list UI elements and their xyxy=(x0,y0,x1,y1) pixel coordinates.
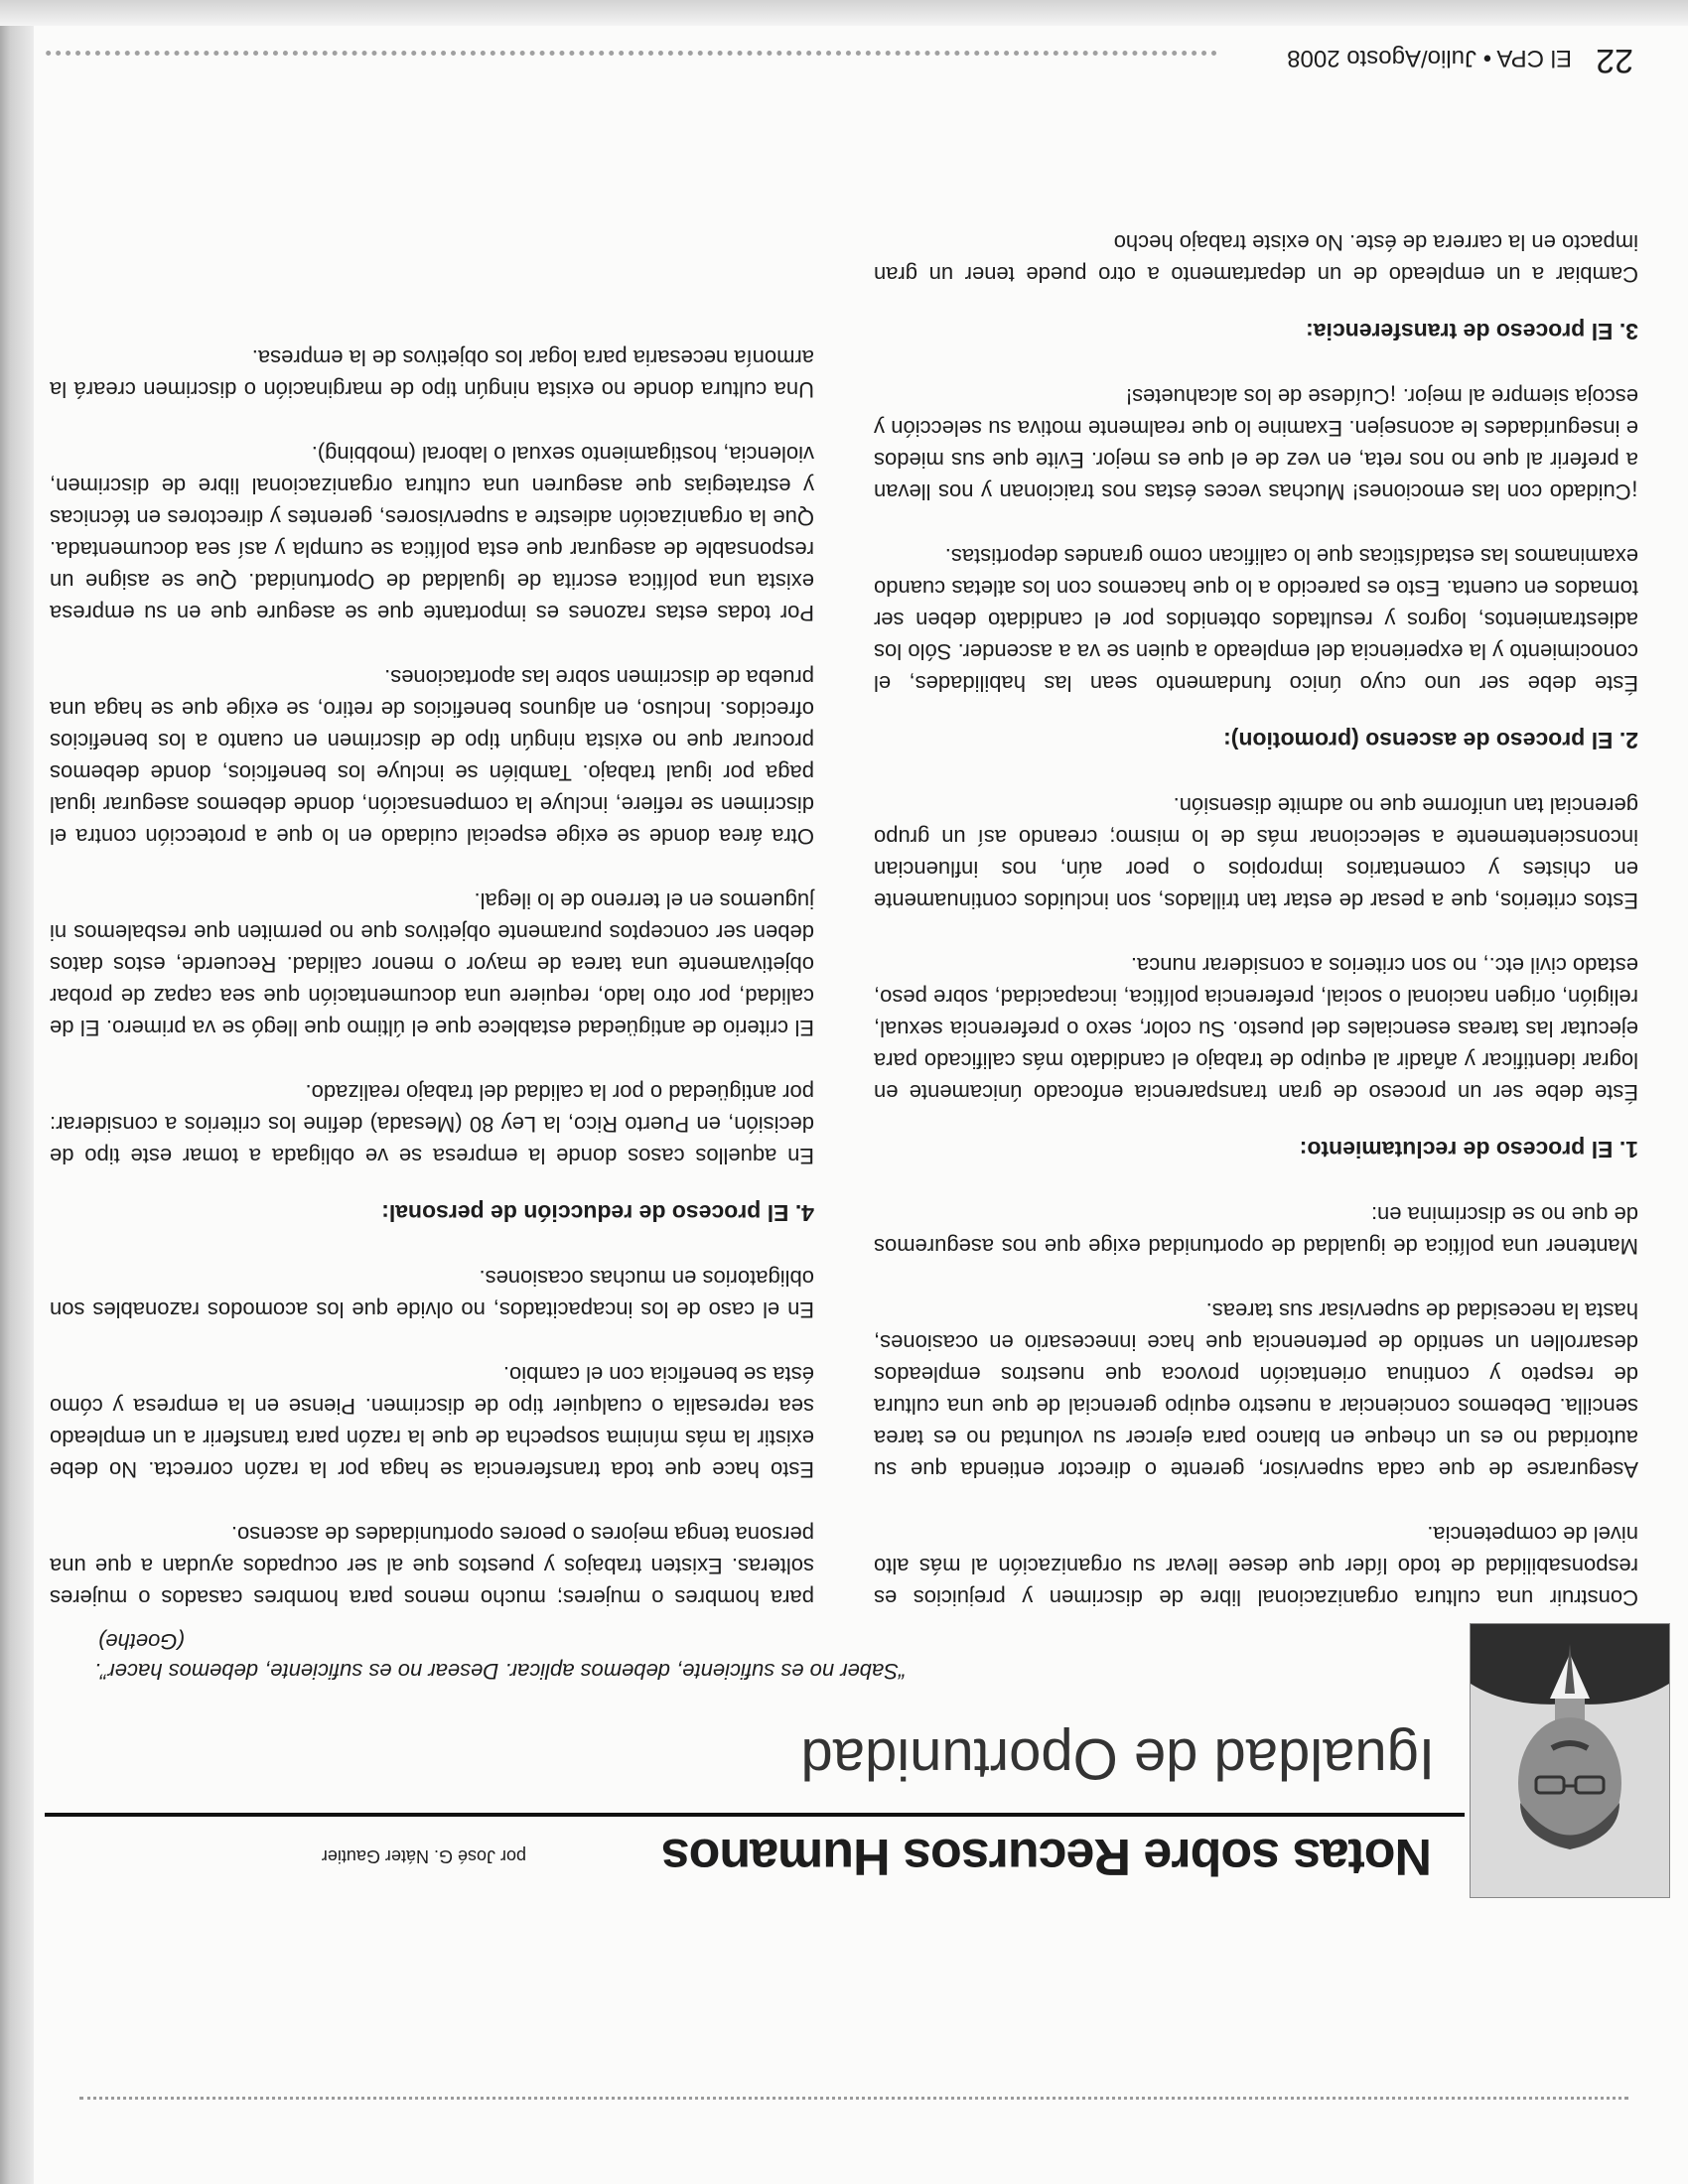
quote-text: “Saber no es suficiente, debemos aplicar. Desear no es suficiente, debemos hacer”. xyxy=(94,1659,907,1684)
page-edge-shadow xyxy=(0,0,34,2184)
paragraph: Construir una cultura organizacional libre de discrimen y prejuicios es responsabilidad de todo líder que desee llevar su organización al más alto nivel de competencia. xyxy=(874,1522,1638,1610)
footer-dotted-rule xyxy=(45,51,1216,56)
paragraph: ¡Cuidado con las emociones! Muchas veces éstas nos traicionan y nos llevan a preferir al que no nos reta, en vez de el que es mejor. Evite que sus miedos e inseguridades le aconsejen. Examine lo que realmente motiva su selección y escoja siempre al mejor. ¡Cuídese de los alcahuetes! xyxy=(874,384,1638,504)
paragraph: Por todas estas razones es importante que se asegure que en su empresa exista una política escrita de Igualdad de Oportunidad. Que se asigne un responsable de asegurar que esta política se cumpla y así sea documentada. Que la organización adiestre a supervisores, gerentes y directores en técnicas y estrategias que aseguren una cultura organizacional libre de discrimen, violencia, hostigamiento sexual o laboral (mobbing). xyxy=(50,442,814,625)
paragraph: Mantener una política de igualdad de oportunidad exige que nos aseguremos de que no se discrimina en: xyxy=(874,1202,1638,1259)
page-footer xyxy=(45,40,1633,79)
paragraph: Esto hace que toda transferencia se haga por la razón correcta. No debe existir la más mínima sospecha de que la razón para transferir a un empleado sea represalia o cualquier tipo de discrimen. Piense en la empresa y cómo ésta se beneficia con el cambio. xyxy=(50,1362,814,1482)
paragraph: Una cultura donde no exista ningún tipo de marginación o discrimen creará la armonía necesaria para logar los objetivos de la empresa. xyxy=(50,345,814,402)
top-dotted-border xyxy=(79,2097,1628,2100)
page-number: 22 xyxy=(1596,42,1633,79)
magazine-issue: El CPA • Julio/Agosto 2008 xyxy=(1287,45,1572,71)
paragraph: El criterio de antigüedad establece que el último que llegó se va primero. El de calidad, por otro lado, requiere una documentación que sea capaz de probar objetivamente una tarea de mayor o menor calidad. Recuerde, estos datos deben ser conceptos puramente objetivos que no permiten que resbalemos ni juguemos en el terreno de lo ilegal. xyxy=(50,888,814,1040)
article-title: Igualdad de Oportunidad xyxy=(800,1726,1435,1791)
paragraph: Cambiar a un empleado de un departamento a otro puede tener un gran impacto en la carrera de éste. No existe trabajo hecho xyxy=(874,230,1638,287)
paragraph: Otra área donde se exige especial cuidado en lo que a protección contra el discrimen se refiere, incluye la compensación, donde debemos asegurar igual paga por igual trabajo. También se incluye los beneficios, donde debemos procurar que no exista ningún tipo de discrimen en cuanto a los beneficios ofrecidos. Incluso, en algunos beneficios de retiro, se exige que se haga una prueba de discrimen sobre las aportaciones. xyxy=(50,665,814,849)
right-column xyxy=(50,309,814,1613)
section-heading: 3. El proceso de transferencia: xyxy=(1306,319,1638,344)
paragraph: Éste debe ser un proceso de gran transparencia enfocado únicamente en lograr identificar y añadir al equipo de trabajo el candidato más calificado para ejecutar las tareas esenciales del puesto. Su color, sexo o preferencia sexual, religión, origen nacional o social, preferencia política, incapacidad, sobre peso, estado civil etc., no son criterios a considerar nunca. xyxy=(874,953,1638,1105)
paragraph: Estos criterios, que a pesar de estar tan trillados, son incluidos continuamente en chistes y comentarios impropios o peor aún, nos influencian inconscientemente a seleccionar más de lo mismo; creando así un grupo gerencial tan uniforme que no admite disensión. xyxy=(874,793,1638,913)
author-photo xyxy=(1470,1623,1670,1898)
section-heading: 4. El proceso de reducción de personal: xyxy=(381,1200,814,1226)
epigraph-quote xyxy=(94,1626,1435,1686)
section-heading: 2. El proceso de ascenso (promotion): xyxy=(1223,728,1638,753)
paragraph: En el caso de los incapacitados, no olvide que los acomodos razonables son obligatorios en muchas ocasiones. xyxy=(50,1266,814,1322)
header-rule xyxy=(45,1813,1465,1817)
paragraph: Éste debe ser uno cuyo único fundamento sean las habilidades, el conocimiento y la experiencia del empleado a quien se va a ascender. Sólo los adiestramientos, logros y resultados obtenidos por el candidato deben ser tomados en cuenta. Esto es parecido a lo que hacemos con los atletas cuando examinamos las estadísticas que lo califican como grandes deportistas. xyxy=(874,544,1638,696)
section-heading: 1. El proceso de reclutamiento: xyxy=(1299,1137,1638,1162)
page-bottom-edge xyxy=(0,0,1688,26)
left-column xyxy=(874,194,1638,1613)
paragraph: Asegurarse de que cada supervisor, gerente o director entienda que su autoridad no es un cheque en blanco para ejercer su voluntad no es tarea sencilla. Debemos concienciar a nuestro equipo gerencial de que una cultura de respeto y continua orientación provoca que nuestros empleados desarrollen un sentido de pertenencia que hace innecesario en ocasiones, hasta la necesidad de supervisar sus tareas. xyxy=(874,1298,1638,1482)
quote-author: (Goethe) xyxy=(98,1629,185,1654)
paragraph: En aquellos casos donde la empresa se ve obligada a tomar este tipo de decisión, en Puerto Rico, la Ley 80 (Mesada) define los criterios a considerar: por antigüedad o por la calidad del trabajo realizado. xyxy=(50,1080,814,1168)
section-title: Notas sobre Recursos Humanos xyxy=(661,1828,1432,1885)
author-byline: por José G. Náter Gautier xyxy=(321,1846,526,1866)
paragraph: para hombres o mujeres; mucho menos para hombres casados o mujeres solteras. Existen trabajos y puestos que al ser ocupados ayudan a que una persona tenga mejores o peores oportunidades de ascenso. xyxy=(50,1522,814,1610)
